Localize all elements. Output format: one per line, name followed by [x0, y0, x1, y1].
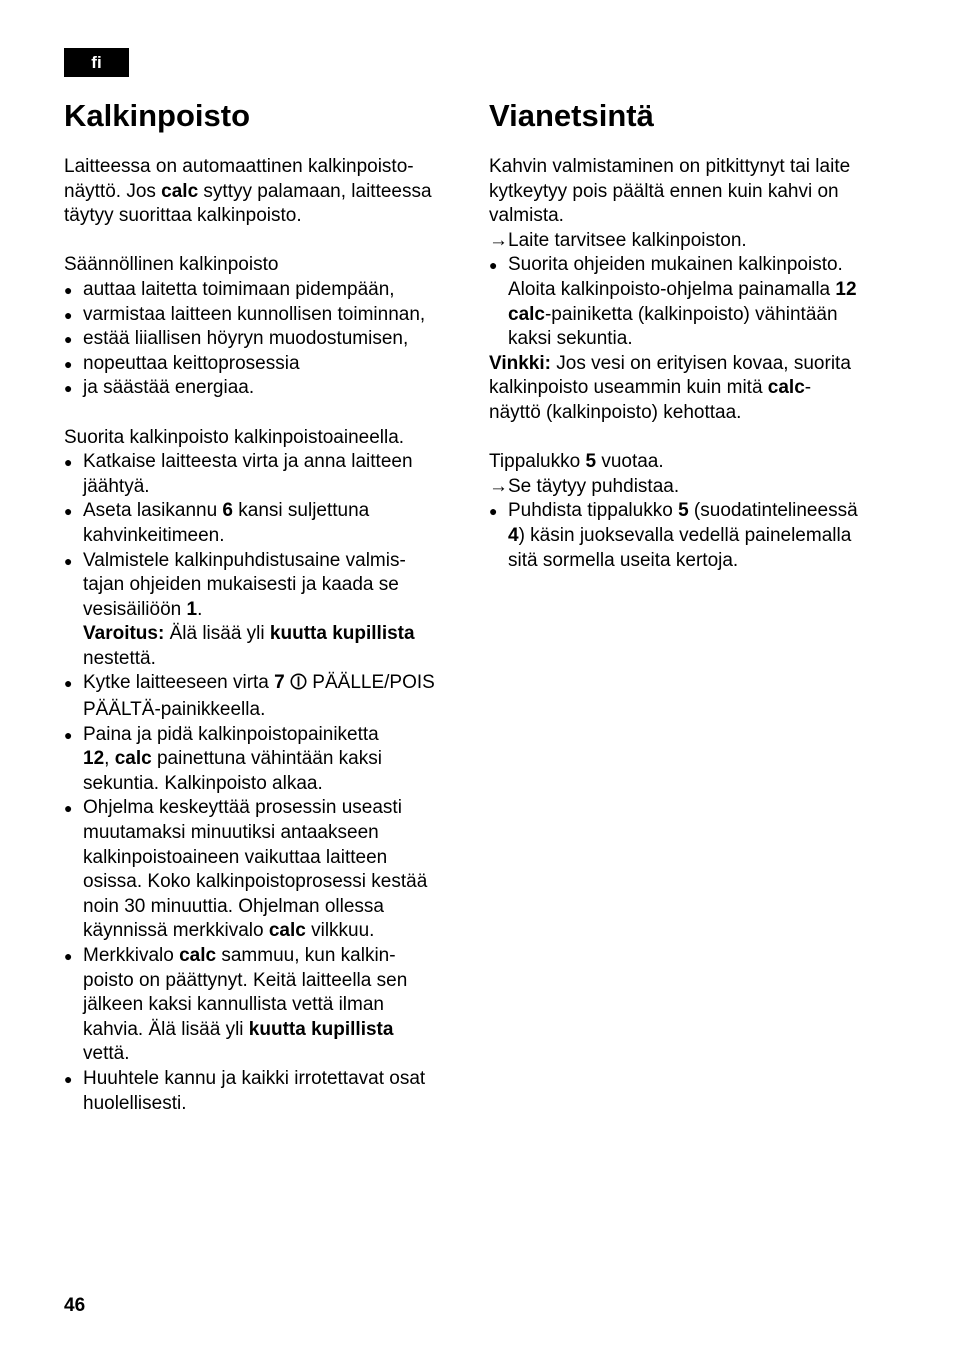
troubleshooting-column	[489, 96, 889, 573]
step-item: ● Paina ja pidä kalkinpoistopainiketta 12, calc painettuna vähintään kaksi sekuntia. Kalkinpoisto alkaa.	[64, 723, 382, 794]
step-item: ● Valmistele kalkinpuhdistusaine valmis- tajan ohjeiden mukaisesti ja kaada se vesisäiliöön 1. Varoitus: Älä lisää yli kuutta kupillista nestettä.	[64, 549, 415, 669]
cause-item: → Se täytyy puhdistaa.	[489, 475, 889, 500]
problem-slow-brewing: Kahvin valmistaminen on pitkittynyt tai laite kytkeytyy pois päältä ennen kuin kahvi on valmista. → Laite tarvitsee kalkinpoiston. ● Suorita ohjeiden mukainen kalkinpoisto. Aloita kalkinpoisto-ohjelma painamalla 12 calc-painiketta (kalkinpoisto) vähintään kaksi sekuntia. Vinkki: Jos vesi on erityisen kovaa, suorita kalkinpoisto useammin kuin mitä calc- näyttö (kalkinpoisto) kehottaa.	[489, 155, 889, 426]
step-item: ● Katkaise laitteesta virta ja anna laitteen jäähtyä.	[64, 451, 413, 497]
list-item: ● estää liiallisen höyryn muodostumisen,	[64, 328, 409, 350]
solution-item: ● Puhdista tippalukko 5 (suodatintelineessä 4) käsin juoksevalla vedellä painelemalla sitä sormella useita kertoja.	[489, 500, 858, 571]
tip-note: Vinkki: Jos vesi on erityisen kovaa, suorita kalkinpoisto useammin kuin mitä calc- näyttö (kalkinpoisto) kehottaa.	[489, 352, 851, 423]
page-number: 46	[64, 1295, 86, 1316]
descaling-title: Kalkinpoisto	[64, 98, 251, 133]
arrow-icon: →	[489, 475, 508, 497]
solution-item: ● Suorita ohjeiden mukainen kalkinpoisto. Aloita kalkinpoisto-ohjelma painamalla 12 calc-painiketta (kalkinpoisto) vähintään kaksi sekuntia.	[489, 254, 857, 350]
step-item: ● Ohjelma keskeyttää prosessin useasti muutamaksi minuutiksi antaakseen kalkinpoistoaineen vaikuttaa laitteen osissa. Koko kalkinpoistoprosessi kestää noin 30 minuuttia. Ohjelman ollessa käynnissä merkkivalo calc vilkkuu.	[64, 797, 428, 942]
power-icon	[290, 673, 307, 698]
language-badge	[64, 48, 129, 77]
descaling-steps	[64, 450, 466, 1116]
step-item: ● Aseta lasikannu 6 kansi suljettuna kahvinkeitimeen.	[64, 500, 370, 546]
perform-descaling-heading: Suorita kalkinpoisto kalkinpoistoaineella.	[64, 426, 405, 448]
list-item: ● varmistaa laitteen kunnollisen toiminnan,	[64, 303, 426, 325]
list-item: ● auttaa laitetta toimimaan pidempään,	[64, 278, 395, 300]
regular-descaling-list	[64, 278, 466, 401]
descaling-intro: Laitteessa on automaattinen kalkinpoisto- näyttö. Jos calc syttyy palamaan, laitteessa täytyy suorittaa kalkinpoisto.	[64, 156, 432, 227]
arrow-icon: →	[489, 229, 508, 251]
list-item: ● ja säästää energiaa.	[64, 377, 255, 399]
language-code: fi	[91, 52, 102, 72]
descaling-column	[64, 96, 466, 1116]
troubleshooting-title: Vianetsintä	[489, 98, 654, 133]
cause-item: → Laite tarvitsee kalkinpoiston.	[489, 229, 889, 254]
warning-label: Varoitus:	[83, 623, 165, 645]
step-item: ● Kytke laitteeseen virta 7 PÄÄLLE/POIS PÄÄLTÄ-painikkeella.	[64, 672, 435, 721]
regular-descaling-heading: Säännöllinen kalkinpoisto	[64, 254, 279, 276]
problem-drip-stop-leaks: Tippalukko 5 vuotaa. → Se täytyy puhdistaa. ● Puhdista tippalukko 5 (suodatintelineessä 4) käsin juoksevalla vedellä painelemalla sitä sormella useita kertoja.	[489, 450, 889, 573]
step-item: ● Merkkivalo calc sammuu, kun kalkin- poisto on päättynyt. Keitä laitteella sen jälkeen kaksi kannullista vettä ilman kahvia. Älä lisää yli kuutta kupillista vettä.	[64, 945, 408, 1065]
step-item: ● Huuhtele kannu ja kaikki irrotettavat osat huolellisesti.	[64, 1067, 426, 1114]
list-item: ● nopeuttaa keittoprosessia	[64, 352, 300, 374]
